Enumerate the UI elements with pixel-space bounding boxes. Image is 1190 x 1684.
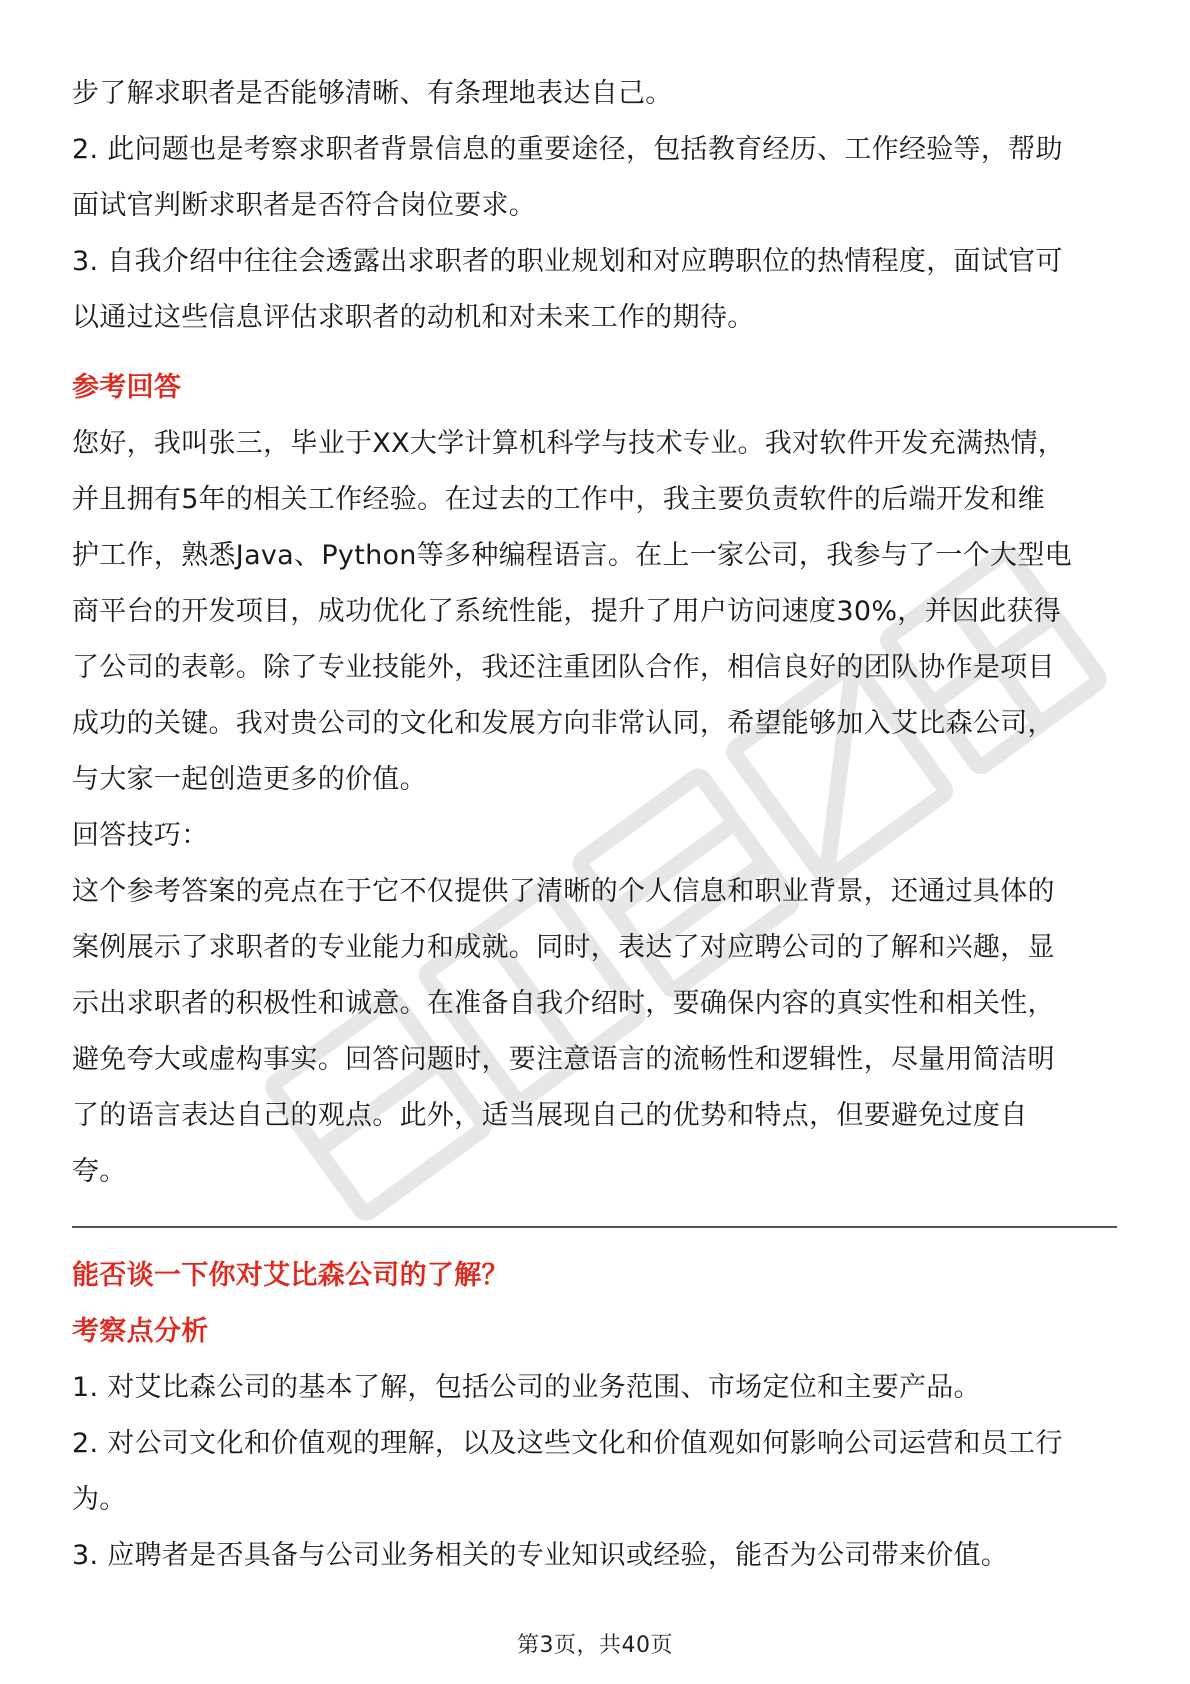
section-answer-tips [72,808,1117,1200]
paragraph-line: 2. 此问题也是考察求职者背景信息的重要途径，包括教育经历、工作经验等，帮助 [72,134,1063,165]
tips-label: 回答技巧： [72,820,209,851]
paragraph-line: 步了解求职者是否能够清晰、有条理地表达自己。 [72,78,673,109]
paragraph-line: 以通过这些信息评估求职者的动机和对未来工作的期待。 [72,302,755,333]
paragraph-line: 3. 自我介绍中往往会透露出求职者的职业规划和对应聘职位的热情程度，面试官可 [72,246,1063,277]
tips-line: 夸。 [72,1156,127,1187]
section-reference-answer [72,360,1117,808]
analysis-line: 3. 应聘者是否具备与公司业务相关的专业知识或经验，能否为公司带来价值。 [72,1540,1009,1571]
tips-line: 案例展示了求职者的专业能力和成就。同时，表达了对应聘公司的了解和兴趣，显 [72,932,1055,963]
tips-line: 这个参考答案的亮点在于它不仅提供了清晰的个人信息和职业背景，还通过具体的 [72,876,1055,907]
answer-line: 商平台的开发项目，成功优化了系统性能，提升了用户访问速度30%，并因此获得 [72,596,1062,627]
analysis-line: 为。 [72,1484,127,1515]
paragraph-line: 面试官判断求职者是否符合岗位要求。 [72,190,537,221]
tips-line: 避免夸大或虚构事实。回答问题时，要注意语言的流畅性和逻辑性，尽量用简洁明 [72,1044,1055,1075]
answer-line: 成功的关键。我对贵公司的文化和发展方向非常认同，希望能够加入艾比森公司， [72,708,1055,739]
tips-line: 了的语言表达自己的观点。此外，适当展现自己的优势和特点，但要避免过度自 [72,1100,1028,1131]
section-intro-analysis [72,66,1117,346]
answer-line: 并且拥有5年的相关工作经验。在过去的工作中，我主要负责软件的后端开发和维 [72,484,1045,515]
question-title: 能否谈一下你对艾比森公司的了解？ [72,1260,509,1291]
analysis-line: 1. 对艾比森公司的基本了解，包括公司的业务范围、市场定位和主要产品。 [72,1372,981,1403]
answer-line: 护工作，熟悉Java、Python等多种编程语言。在上一家公司，我参与了一个大型电 [72,540,1072,571]
page-number: 第3页，共40页 [517,1633,673,1658]
tips-line: 示出求职者的积极性和诚意。在准备自我介绍时，要确保内容的真实性和相关性， [72,988,1055,1019]
section-divider [72,1226,1117,1228]
analysis-heading: 考察点分析 [72,1316,209,1347]
answer-line: 您好，我叫张三，毕业于XX大学计算机科学与技术专业。我对软件开发充满热情， [72,428,1066,459]
answer-line: 了公司的表彰。除了专业技能外，我还注重团队合作，相信良好的团队协作是项目 [72,652,1055,683]
document-body [72,66,1117,1584]
analysis-line: 2. 对公司文化和价值观的理解，以及这些文化和价值观如何影响公司运营和员工行 [72,1428,1063,1459]
reference-answer-heading: 参考回答 [72,372,182,403]
answer-line: 与大家一起创造更多的价值。 [72,764,427,795]
section-question-2 [72,1248,1117,1584]
